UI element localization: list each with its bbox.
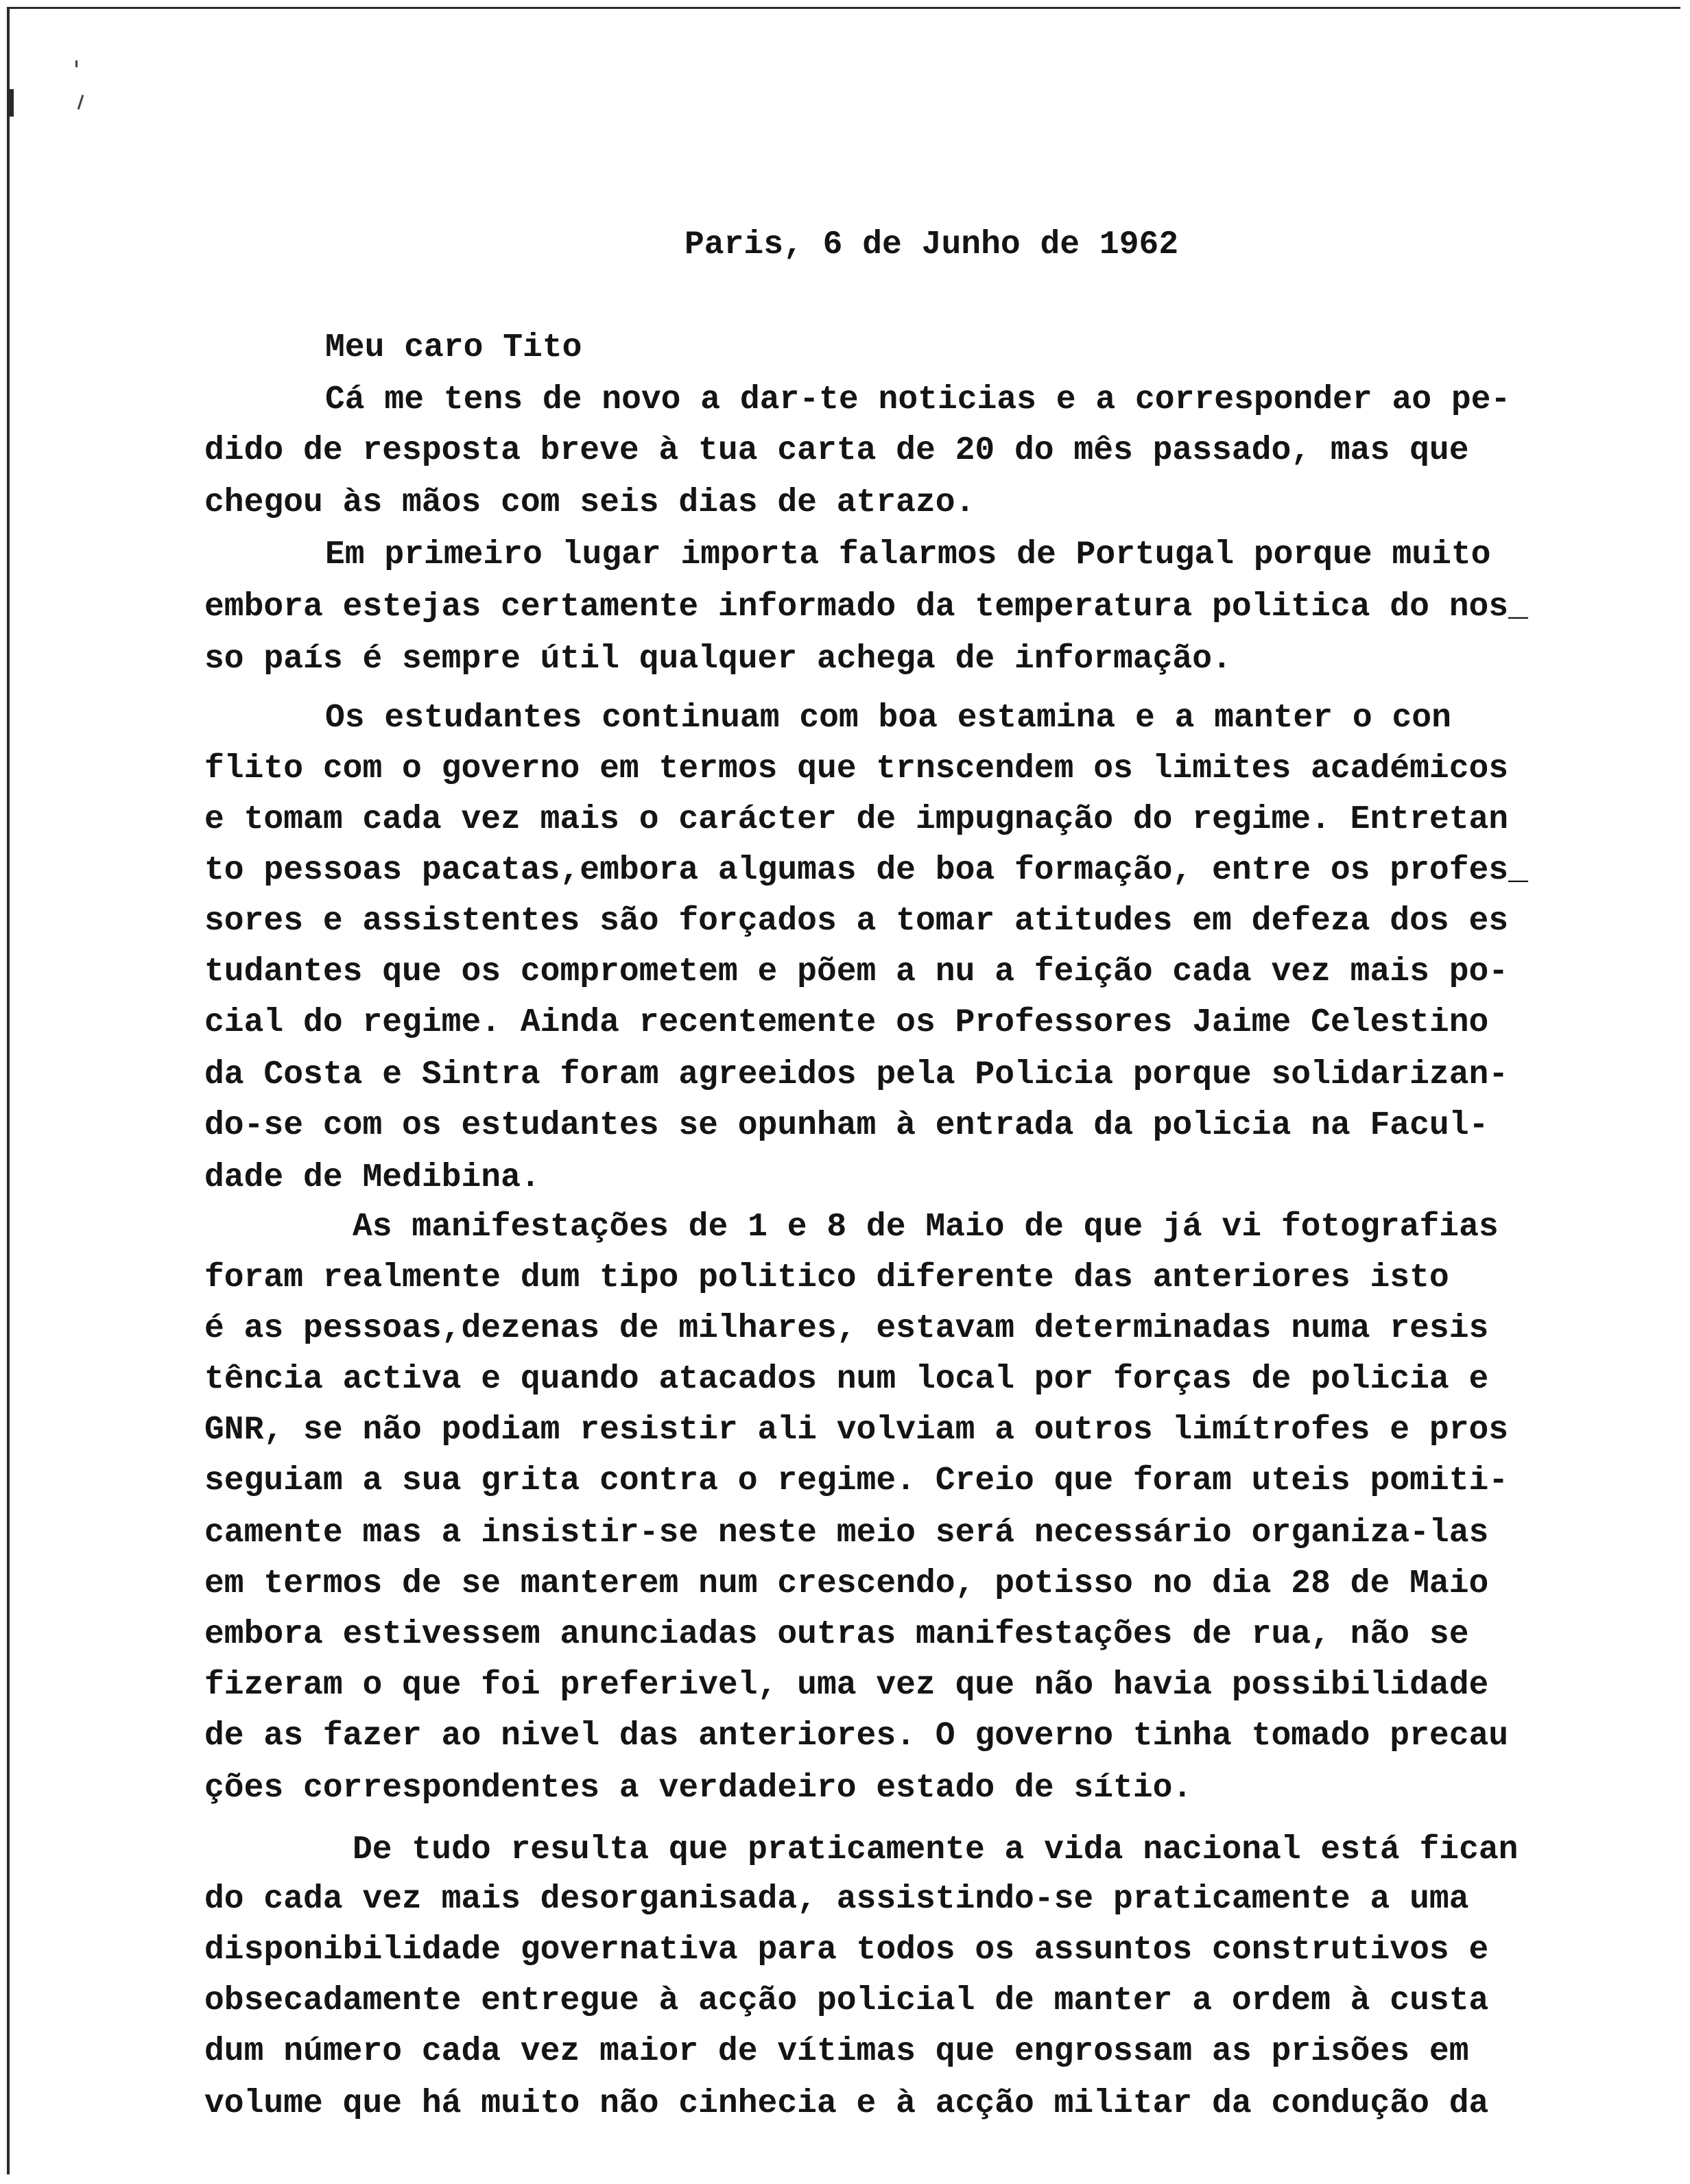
stray-mark: [10, 89, 14, 117]
letter-line: tudantes que os comprometem e põem a nu a feição cada vez mais po-: [204, 953, 1509, 990]
dateline: Paris, 6 de Junho de 1962: [685, 226, 1179, 263]
letter-line: seguiam a sua grita contra o regime. Creio que foram uteis pomiti-: [204, 1462, 1509, 1499]
letter-line: dido de resposta breve à tua carta de 20 do mês passado, mas que: [204, 432, 1469, 469]
letter-line: é as pessoas,dezenas de milhares, estavam determinadas numa resis: [204, 1310, 1489, 1347]
letter-line: do cada vez mais desorganisada, assistindo-se praticamente a uma: [204, 1881, 1469, 1918]
letter-line: cial do regime. Ainda recentemente os Professores Jaime Celestino: [204, 1004, 1489, 1041]
letter-line: disponibilidade governativa para todos os assuntos construtivos e: [204, 1932, 1489, 1969]
letter-line: Cá me tens de novo a dar-te noticias e a corresponder ao pe-: [325, 381, 1511, 418]
letter-line: embora estejas certamente informado da temperatura politica do nos_: [204, 589, 1528, 626]
letter-line: foram realmente dum tipo politico diferente das anteriores isto: [204, 1259, 1449, 1296]
letter-line: dade de Medibina.: [204, 1159, 540, 1196]
letter-line: dum número cada vez maior de vítimas que engrossam as prisões em: [204, 2033, 1469, 2070]
page-border-left: [7, 7, 10, 2174]
letter-line: chegou às mãos com seis dias de atrazo.: [204, 484, 975, 521]
letter-line: de as fazer ao nivel das anteriores. O governo tinha tomado precau: [204, 1718, 1509, 1755]
stray-mark: [78, 95, 84, 110]
letter-line: obsecadamente entregue à acção policial de manter a ordem à custa: [204, 1982, 1489, 2019]
stray-mark: [75, 60, 78, 67]
letter-line: Os estudantes continuam com boa estamina e a manter o con: [325, 700, 1451, 737]
letter-line: volume que há muito não cinhecia e à acção militar da condução da: [204, 2085, 1489, 2122]
letter-line: em termos de se manterem num crescendo, potisso no dia 28 de Maio: [204, 1565, 1489, 1602]
letter-line: GNR, se não podiam resistir ali volviam a outros limítrofes e pros: [204, 1412, 1509, 1449]
letter-line: embora estivessem anunciadas outras manifestações de rua, não se: [204, 1616, 1469, 1653]
letter-line: Em primeiro lugar importa falarmos de Portugal porque muito: [325, 536, 1491, 573]
letter-line: sores e assistentes são forçados a tomar atitudes em defeza dos es: [204, 903, 1509, 940]
letter-line: do-se com os estudantes se opunham à entrada da policia na Facul-: [204, 1107, 1489, 1144]
letter-line: ções correspondentes a verdadeiro estado de sítio.: [204, 1770, 1193, 1807]
letter-line: to pessoas pacatas,embora algumas de boa formação, entre os profes_: [204, 852, 1528, 889]
letter-line: da Costa e Sintra foram agreeidos pela Policia porque solidarizan-: [204, 1056, 1509, 1093]
letter-line: fizeram o que foi preferivel, uma vez que não havia possibilidade: [204, 1667, 1489, 1704]
letter-line: De tudo resulta que praticamente a vida nacional está fican: [353, 1831, 1519, 1868]
letter-line: tência activa e quando atacados num local por forças de policia e: [204, 1361, 1489, 1398]
letter-line: flito com o governo em termos que trnscendem os limites académicos: [204, 750, 1509, 787]
page-border-top: [7, 7, 1680, 9]
salutation: Meu caro Tito: [325, 329, 582, 366]
letter-line: so país é sempre útil qualquer achega de informação.: [204, 641, 1232, 678]
letter-line: camente mas a insistir-se neste meio será necessário organiza-las: [204, 1515, 1489, 1552]
letter-line: As manifestações de 1 e 8 de Maio de que já vi fotografias: [353, 1209, 1499, 1246]
letter-line: e tomam cada vez mais o carácter de impugnação do regime. Entretan: [204, 801, 1509, 838]
